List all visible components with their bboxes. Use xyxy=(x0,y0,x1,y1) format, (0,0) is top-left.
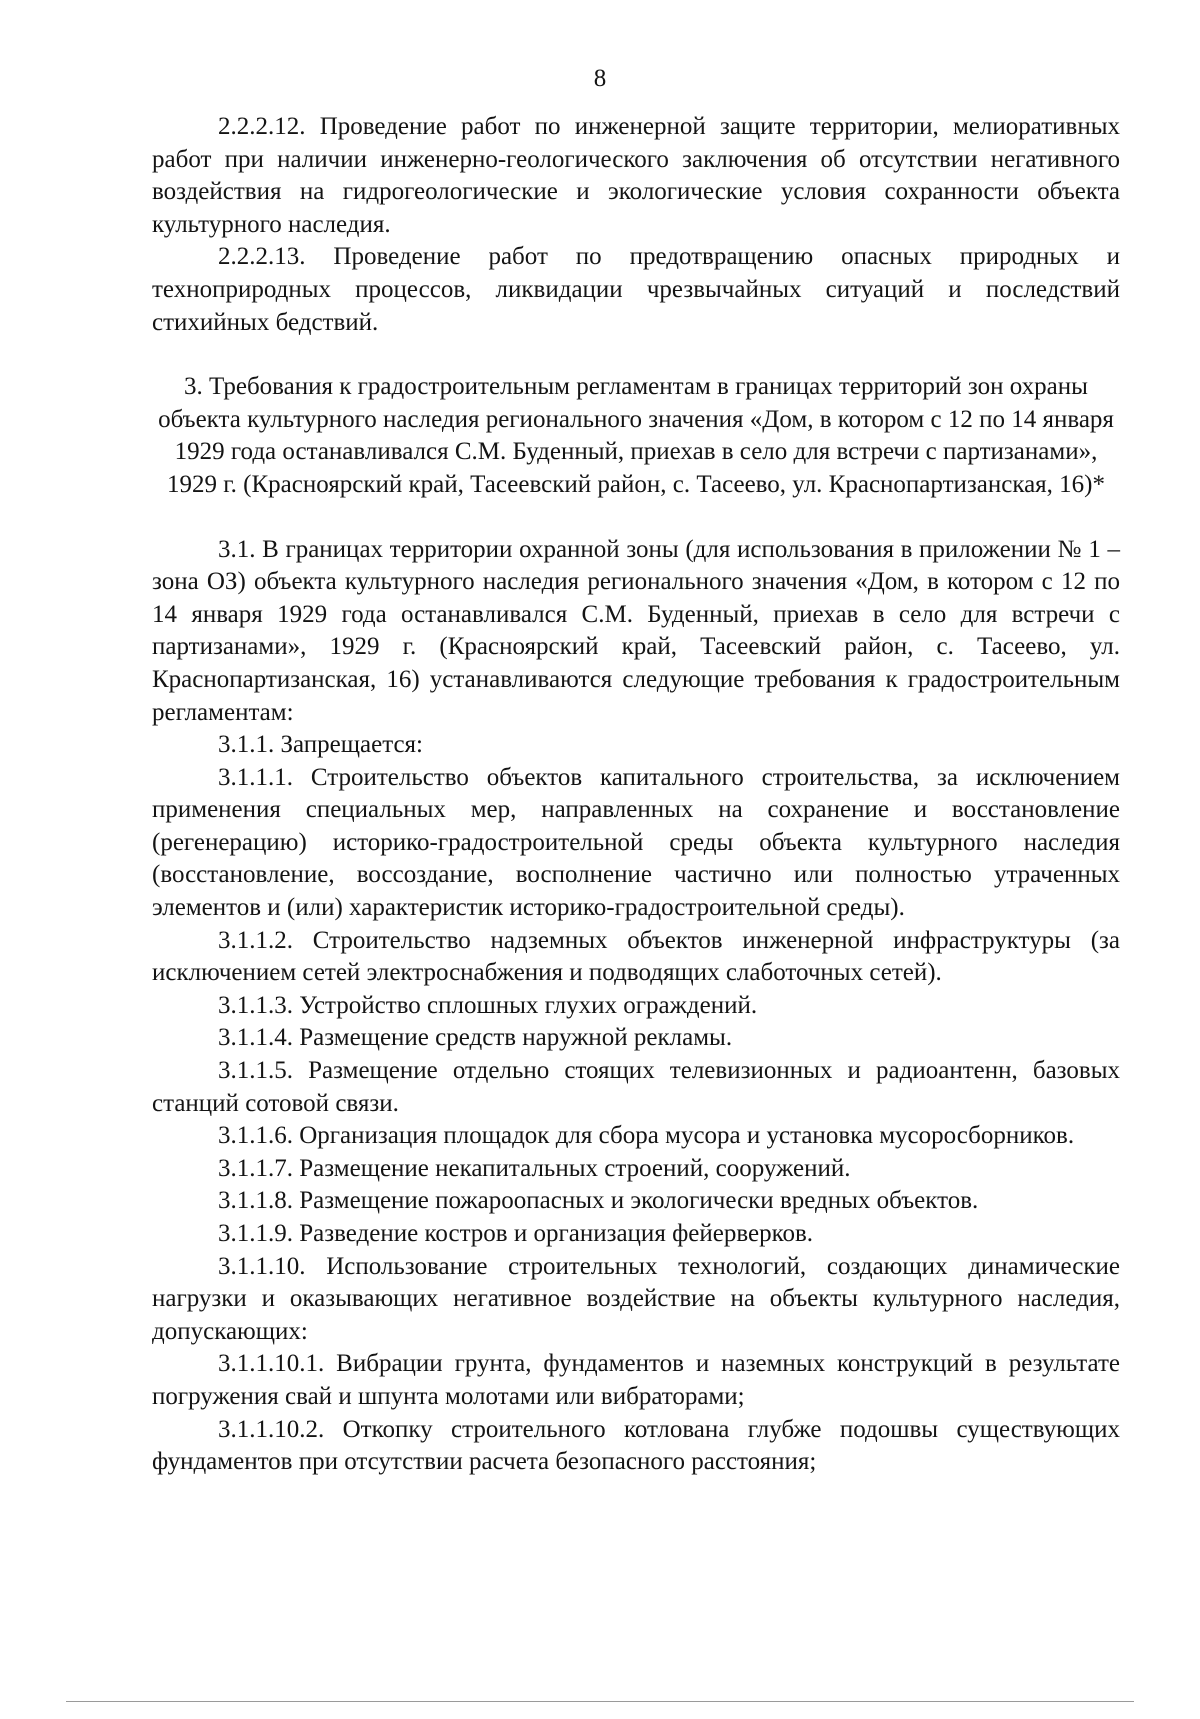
paragraph-3-1-1-2: 3.1.1.2. Строительство надземных объектов инженерной инфраструктуры (за исключением сетей электроснабжения и подводящих слаботочных сетей). xyxy=(152,926,1120,987)
paragraph-3-1-1-6: 3.1.1.6. Организация площадок для сбора мусора и установка мусоросборников. xyxy=(218,1122,1075,1150)
paragraph-3-1-1-1: 3.1.1.1. Строительство объектов капитального строительства, за исключением применения специальных мер, направленных на сохранение и восстановление (регенерацию) историко-градостроительной среды объекта культурного наследия (восстановление, воссоздание, восполнение частично или полностью утраченных элементов и (или) характеристик историко-градостроительной среды). xyxy=(152,763,1120,922)
paragraph-3-1-1-10-2: 3.1.1.10.2. Откопку строительного котлована глубже подошвы существующих фундаментов при отсутствии расчета безопасного расстояния; xyxy=(152,1415,1120,1476)
paragraph-3-1-1-5: 3.1.1.5. Размещение отдельно стоящих телевизионных и радиоантенн, базовых станций сотовой связи. xyxy=(152,1057,1120,1117)
paragraph-3-1-1-7: 3.1.1.7. Размещение некапитальных строений, сооружений. xyxy=(218,1154,851,1182)
page-number: 8 xyxy=(593,65,607,92)
paragraph-3-1-1-3: 3.1.1.3. Устройство сплошных глухих ограждений. xyxy=(218,991,758,1019)
document-body xyxy=(152,111,1120,1479)
paragraph-3-1-1: 3.1.1. Запрещается: xyxy=(218,731,423,759)
paragraph-3-1-1-4: 3.1.1.4. Размещение средств наружной рекламы. xyxy=(218,1024,733,1052)
paragraph-2-2-2-13: 2.2.2.13. Проведение работ по предотвращению опасных природных и технoприродных процессов, ликвидации чрезвычайных ситуаций и последствий стихийных бедствий. xyxy=(152,243,1120,336)
paragraph-3-1-1-8: 3.1.1.8. Размещение пожароопасных и экологически вредных объектов. xyxy=(218,1187,979,1215)
bottom-divider xyxy=(66,1701,1134,1702)
section-3-heading: 3. Требования к градостроительным регламентам в границах территорий зон охраны объекта культурного наследия регионального значения «Дом, в котором с 12 по 14 января 1929 года останавливался С.М. Буденный, приехав в село для встречи с партизанами», 1929 г. (Красноярский край, Тасеевский район, с. Тасеево, ул. Краснопартизанская, 16)* xyxy=(158,373,1114,498)
paragraph-2-2-2-12: 2.2.2.12. Проведение работ по инженерной защите территории, мелиоративных работ при наличии инженерно-геологического заключения об отсутствии негативного воздействия на гидрогеологические и экологические условия сохранности объекта культурного наследия. xyxy=(152,113,1120,238)
paragraph-3-1: 3.1. В границах территории охранной зоны (для использования в приложении № 1 – зона ОЗ) объекта культурного наследия регионального значения «Дом, в котором с 12 по 14 января 1929 года останавливался С.М. Буденный, приехав в село для встречи с партизанами», 1929 г. (Красноярский край, Тасеевский район, с. Тасеево, ул. Краснопартизанская, 16) устанавливаются следующие требования к градостроительным регламентам: xyxy=(152,535,1120,726)
paragraph-3-1-1-9: 3.1.1.9. Разведение костров и организация фейерверков. xyxy=(218,1220,814,1247)
paragraph-3-1-1-10-1: 3.1.1.10.1. Вибрации грунта, фундаментов и наземных конструкций в результате погружения свай и шпунта молотами или вибраторами; xyxy=(152,1350,1120,1410)
paragraph-3-1-1-10: 3.1.1.10. Использование строительных технологий, создающих динамические нагрузки и оказывающих негативное воздействие на объекты культурного наследия, допускающих: xyxy=(152,1252,1120,1345)
